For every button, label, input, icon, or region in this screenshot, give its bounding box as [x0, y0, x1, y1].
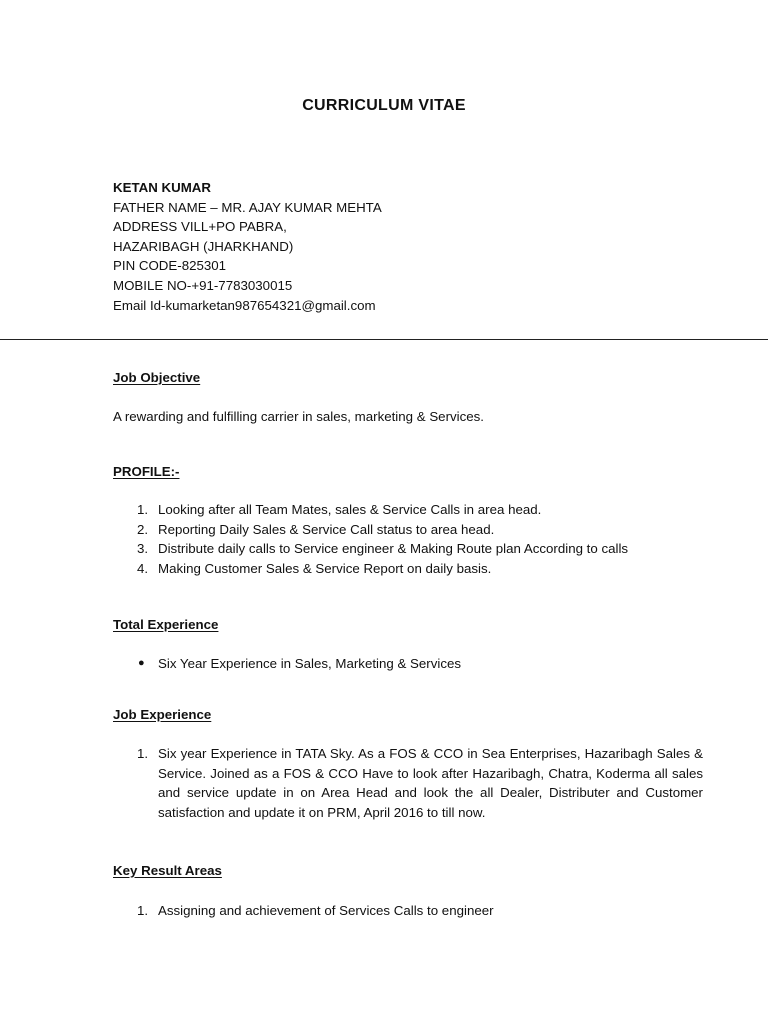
list-number: 4. [137, 560, 149, 576]
key-result-areas-list [113, 901, 703, 921]
list-number: 1. [137, 502, 149, 517]
job-experience-heading: Job Experience [113, 707, 212, 722]
total-experience-list [113, 654, 703, 674]
father-name: FATHER NAME – MR. AJAY KUMAR MEHTA [113, 199, 382, 215]
email-address: Email Id-kumarketan987654321@gmail.com [113, 297, 376, 313]
job-objective-heading: Job Objective [113, 370, 201, 385]
list-item [113, 744, 703, 822]
mobile-number: MOBILE NO-+91-7783030015 [113, 277, 293, 293]
list-item [113, 520, 703, 540]
list-item-text: Making Customer Sales & Service Report on daily basis. [158, 560, 492, 576]
pin-code: PIN CODE-825301 [113, 258, 227, 274]
profile-list [113, 500, 703, 578]
list-item-text: Six Year Experience in Sales, Marketing & Services [158, 656, 462, 671]
list-item [113, 901, 703, 921]
list-item-text: Distribute daily calls to Service engineer & Making Route plan According to calls [158, 541, 629, 557]
profile-heading: PROFILE:- [113, 464, 180, 479]
key-result-areas-heading: Key Result Areas [113, 863, 222, 878]
horizontal-divider [0, 339, 768, 340]
candidate-name: KETAN KUMAR [113, 180, 211, 195]
list-item-text: Reporting Daily Sales & Service Call status to area head. [158, 521, 495, 537]
city-line: HAZARIBAGH (JHARKHAND) [113, 238, 294, 254]
list-number: 3. [137, 541, 149, 557]
list-item [113, 500, 703, 520]
contact-block [113, 178, 382, 315]
list-number: 2. [137, 521, 149, 537]
list-item [113, 559, 703, 579]
bullet-icon: ● [138, 657, 145, 669]
total-experience-heading: Total Experience [113, 617, 219, 632]
list-item-text: Assigning and achievement of Services Calls to engineer [158, 903, 494, 918]
list-number: 1. [137, 903, 149, 918]
address-line: ADDRESS VILL+PO PABRA, [113, 219, 287, 235]
list-item [113, 539, 703, 559]
document-title: CURRICULUM VITAE [302, 97, 466, 114]
list-item [113, 654, 703, 674]
list-number: 1. [137, 746, 149, 761]
job-experience-list [113, 744, 703, 822]
list-item-text: Looking after all Team Mates, sales & Service Calls in area head. [158, 502, 542, 517]
list-item-text: Six year Experience in TATA Sky. As a FOS & CCO in Sea Enterprises, Hazaribagh Sales & Service. Joined as a FOS & CCO Have to look after Hazaribagh, Chatra, Koderma all sales and service update in on Area Head and look the all Dealer, Distributer and Customer satisfaction and update it on PRM, April 2016 to till now. [158, 746, 703, 820]
job-objective-text: A rewarding and fulfilling carrier in sales, marketing & Services. [113, 409, 484, 424]
